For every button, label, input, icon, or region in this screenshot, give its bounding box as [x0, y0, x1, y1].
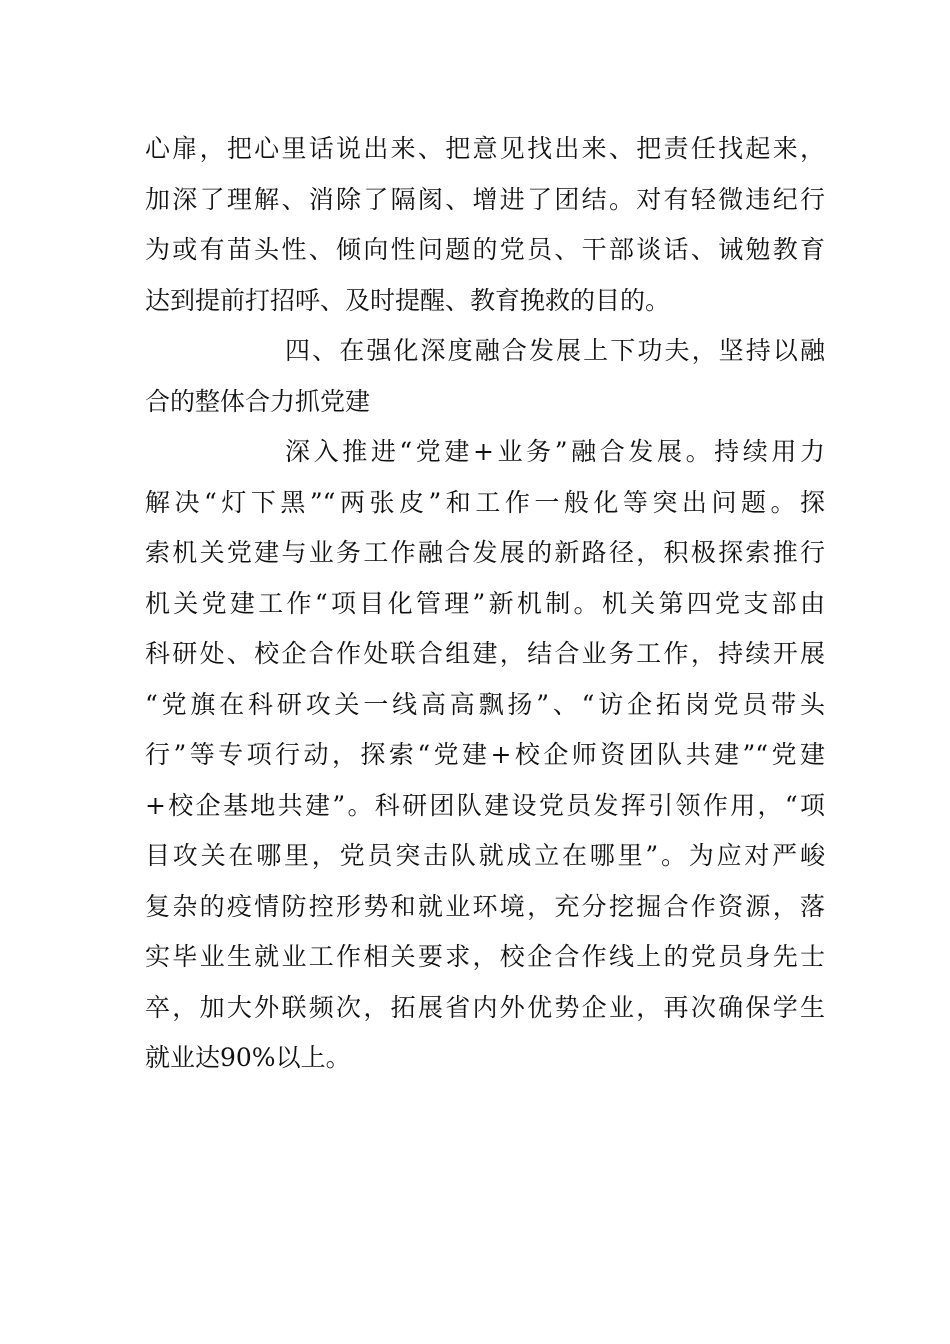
text-line: 就业达90%以上。 — [145, 1043, 351, 1072]
section-heading-line: 合的整体合力抓党建 — [145, 386, 371, 416]
text-line: 实毕业生就业工作相关要求，校企合作线上的党员身先士 — [145, 942, 825, 971]
text-line: 卒，加大外联频次，拓展省内外优势企业，再次确保学生 — [145, 992, 825, 1022]
text-line: 解决“灯下黑”“两张皮”和工作一般化等突出问题。探 — [145, 487, 825, 517]
text-line: 机关党建工作“项目化管理”新机制。机关第四党支部由 — [145, 588, 825, 618]
text-line: 行”等专项行动，探索“党建+校企师资团队共建”“党建 — [145, 740, 825, 769]
text-line: +校企基地共建”。科研团队建设党员发挥引领作用，“项 — [145, 790, 825, 820]
text-line: 加深了理解、消除了隔阂、增进了团结。对有轻微违纪行 — [145, 184, 825, 214]
text-line: 科研处、校企合作处联合组建，结合业务工作，持续开展 — [145, 639, 825, 668]
paragraph-first-line: 深入推进“党建+业务”融合发展。持续用力 — [285, 437, 825, 466]
text-line: 为或有苗头性、倾向性问题的党员、干部谈话、诫勉教育 — [145, 235, 825, 264]
text-line: 目攻关在哪里，党员突击队就成立在哪里”。为应对严峻 — [145, 841, 825, 870]
text-line: 复杂的疫情防控形势和就业环境，充分挖掘合作资源，落 — [145, 891, 825, 921]
section-heading-line: 四、在强化深度融合发展上下功夫，坚持以融 — [285, 336, 825, 365]
text-line: 索机关党建与业务工作融合发展的新路径，积极探索推行 — [145, 538, 825, 567]
text-line: 达到提前打招呼、及时提醒、教育挽救的目的。 — [145, 285, 671, 315]
body-text — [145, 124, 825, 1084]
text-line: 心扉，把心里话说出来、把意见找出来、把责任找起来， — [145, 134, 825, 163]
text-line: “党旗在科研攻关一线高高飘扬”、“访企拓岗党员带头 — [145, 689, 825, 719]
